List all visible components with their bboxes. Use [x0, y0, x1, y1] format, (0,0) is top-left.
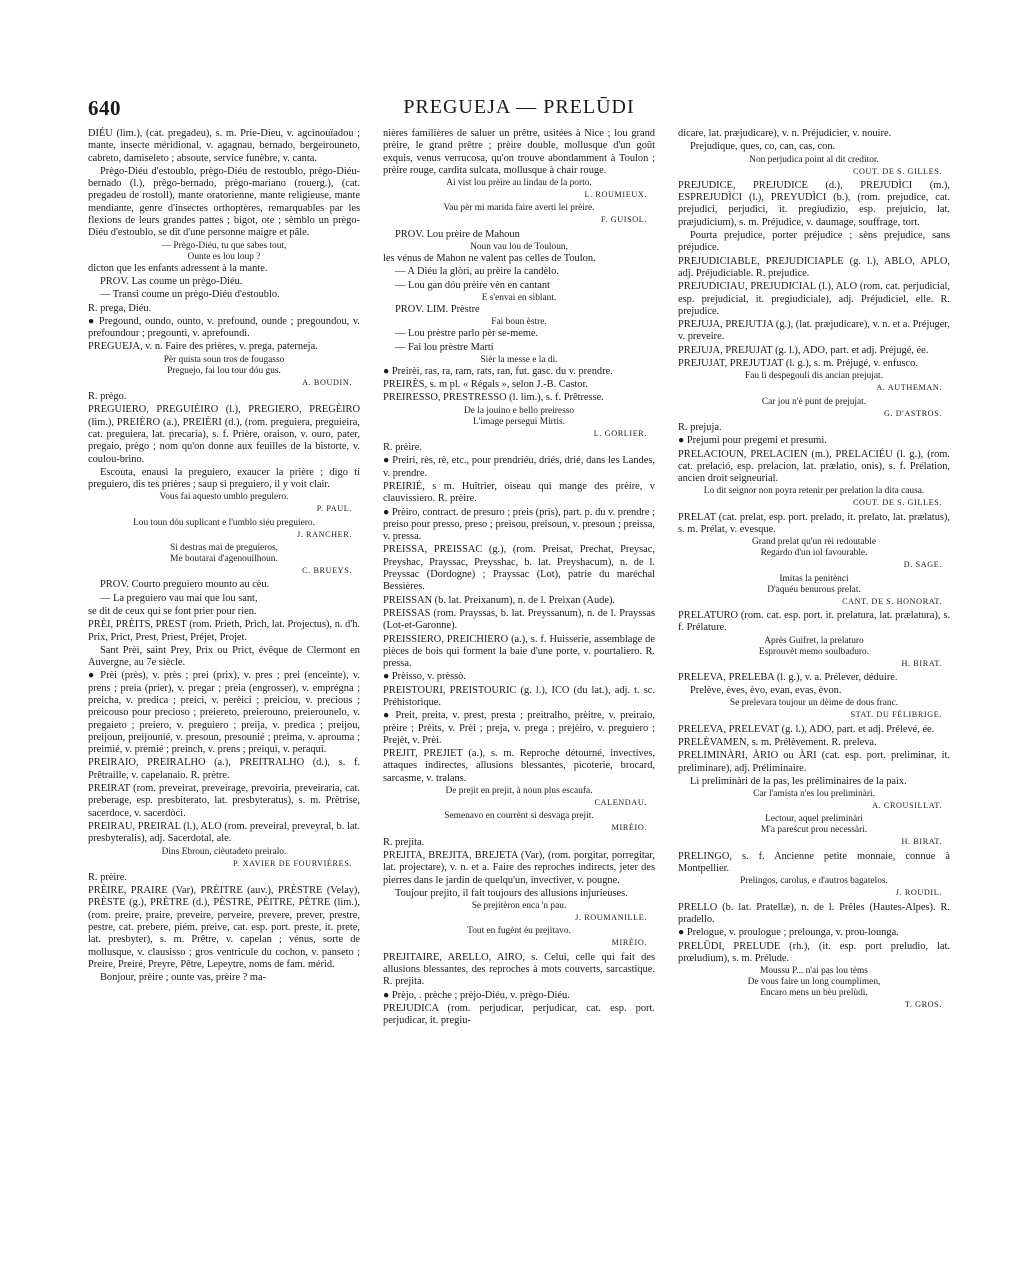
citation-author: L. GORLIER.: [593, 428, 647, 438]
quotation-line: Preguejo, fai lou tour dóu gus.: [167, 365, 281, 376]
quotation-line: Lou toun dóu suplicant e l'umblo siéu preguiero.: [133, 517, 315, 528]
citation-author: L. ROUMIEUX.: [584, 190, 647, 200]
dictionary-entry: PREJUJAT, PREJUTJAT (l. g.), s. m. Préjugé, v. enfusco.: [678, 358, 918, 370]
citation-author: J. ROUMANILLE.: [575, 913, 647, 923]
dictionary-entry: PREIRAT (rom. preveirat, preveirage, prevoiria, preveiraria, cat. preberage, esp. presbiterato, lat. presbyteratus), s. m. Prêtrise, sacerdoce, v. sacerdòci.: [88, 783, 360, 819]
quotation-line: Lo dit seignor non poyra retenir per prelation la dita causa.: [703, 486, 925, 497]
dictionary-entry: PRELATURO (rom. cat. esp. port. it. prelatura, lat. prælatura), s. f. Prélature.: [678, 609, 950, 634]
entry-paragraph: PROV. Lou prèire de Mahoun: [395, 228, 520, 240]
dictionary-entry: R. prèire.: [383, 442, 422, 454]
dictionary-entry: PREJUDICA (rom. perjudicar, perjudicar, cat. esp. port. perjudicar, it. pregiu-: [383, 1002, 655, 1027]
citation-author: CALENDAU.: [594, 798, 647, 808]
quotation-line: L'image persegui Mirtis.: [472, 416, 566, 427]
quotation-line: Moussu P... n'ai pas lou tèms: [760, 966, 868, 977]
column-right: [678, 128, 950, 1029]
citation-author: F. GUISOL.: [600, 215, 647, 225]
citation-author: C. BRUEYS.: [302, 566, 352, 576]
quotation-line: Noun vau lou de Touloun,: [470, 242, 568, 253]
dictionary-entry: PRELACIOUN, PRELACIEN (m.), PRELACIÉU (l. g.), (rom. cat. prelació, esp. prelacion, lat. prælatio, onis), s. f. Prélation, ancien droit seigneurial.: [678, 448, 950, 485]
quotation-line: Si destras mai de preguieros,: [169, 543, 279, 554]
quotation-line: Fai boun èstre.: [491, 317, 547, 328]
dictionary-entry: ● Prèjo, . prèche ; prèjo-Diéu, v. prègo-Diéu.: [383, 989, 570, 1001]
dictionary-entry: PREISSAS (rom. Prayssas, b. lat. Preyssanum), n. de l. Prayssas (Lot-et-Garonne).: [383, 607, 655, 632]
dictionary-entry: R. prèire.: [88, 871, 127, 883]
citation-author: MIRÈIO.: [611, 938, 647, 948]
dictionary-entry: ● Prèi (près), v. près ; prei (prix), v. pres ; prei (enceinte), v. prens ; preia (prier), v. pregar ; preia (engrosser), v. emprégna ; preicha, v. predica ; preici, v. perèici ; preiciou, v. precious ; preicouso pour precioso ; preiereto, preierouno, preierounelo, v. pregaieto ; preiero, v. preguiero ; preija, v. predica ; preijou, preijoun, preijounié, v. presoun, presounié ; preima, v. aprouma ; preimié, v. premié ; preinch, v. prens ; preiqui, v. peraqui.: [88, 670, 360, 756]
dictionary-entry: PREJITAIRE, ARELLO, AIRO, s. Celui, celle qui fait des allusions blessantes, des reproches à mots couverts, sarcastique. R. prejita.: [383, 951, 655, 988]
dictionary-entry: PRELŪDI, PRELUDE (rh.), (it. esp. port preludio, lat. prœludium), s. m. Prélude.: [678, 940, 950, 964]
dictionary-entry: ● Pregound, oundo, ounto, v. prefound, ounde ; pregoundou, v. prefoundour ; pregounti, v. aprefoundi.: [88, 315, 360, 340]
dictionary-entry: nières familières de saluer un prêtre, usitées à Nice ; lou grand prèire, le grand prêtre ; prèire double, mollusque d'un goût exquis, venus verrucosa, qu'on trouve abondamment à Toulon ; prèire rouge, cardita sulcata, mollusque à chair rouge.: [383, 128, 655, 176]
dictionary-entry: PREGUEJA, v. n. Faire des prières, v. prega, paterneja.: [88, 341, 318, 353]
citation-author: A. CROUSILLAT.: [872, 801, 942, 811]
page-header: [88, 96, 950, 122]
entry-paragraph: Li preliminàri de la pas, les préliminaires de la paix.: [690, 775, 907, 787]
dictionary-entry: PREJITA, BREJITA, BREJETA (Var), (rom. porgitar, porregitar, lat. projectare), v. n. et a. Faire des reproches indirects, jeter des pierres dans le jardin de quelqu'un, invectiver, v. pougne.: [383, 849, 655, 886]
dictionary-entry: les vénus de Mahon ne valent pas celles de Toulon.: [383, 253, 596, 265]
citation-author: P. PAUL.: [316, 504, 352, 514]
quotation-line: Dins Ebroun, cièutadeto preiralo.: [161, 846, 287, 857]
text-columns: [88, 128, 950, 1029]
quotation-line: Fau li despegouli dis ancian prejujat.: [745, 371, 883, 382]
entry-paragraph: Toujour prejito, il fait toujours des allusions injurieuses.: [395, 887, 628, 899]
dictionary-entry: PREIRIÉ, s m. Huîtrier, oiseau qui mange des prèire, v clauvissiero. R. prèire.: [383, 480, 655, 505]
dictionary-entry: ● Prejumi pour pregemi et presumi.: [678, 435, 827, 447]
citation-author: A. AUTHEMAN.: [876, 383, 942, 393]
entry-paragraph: Prègo-Diéu d'estoublo, prègo-Diéu de restoublo, prègo-Diéu-bernado (l.), prègo-bernado, prègo-mariano (rouerg.), (cat. pregadeu de rostoll), mante oratorienne, mante religieuse, mante mendiante, genre d'insectes orthoptères, remarquables par les flexions de leurs grandes pattes ; bigot, ote ; sèmblo un prègo-Diéu d'estoublo, se dit d'une personne maigre et pâle.: [88, 165, 360, 239]
entry-paragraph: — Fai lou prèstre Martí: [395, 341, 494, 353]
quotation-line: Non perjudica point al dit creditor.: [749, 154, 879, 165]
citation-author: J. RANCHER.: [296, 529, 352, 539]
quotation-line: Semenavo en courrènt si desvaga prejit.: [444, 811, 594, 822]
column-left: [88, 128, 360, 1029]
quotation-line: Après Guifret, la prelaturo: [764, 635, 864, 646]
quotation-line: Regardo d'un iol favourable.: [760, 548, 868, 559]
dictionary-entry: PREJUDICIABLE, PREJUDICIAPLE (g. l.), ABLO, APLO, adj. Préjudiciable. R. prejudice.: [678, 255, 950, 279]
citation-author: H. BIRAT.: [901, 658, 942, 668]
dictionary-entry: ● Preirèi, ras, ra, ram, rats, ran, fut. gasc. du v. prendre.: [383, 365, 613, 377]
quotation-line: De prejit en prejit, à noun plus escaufa.: [445, 786, 593, 797]
quotation-line: Encaro mens un bèu prelùdi.: [760, 988, 868, 999]
entry-paragraph: — A Diéu la glòri, au prèire la candèlo.: [395, 266, 559, 278]
quotation-line: E s'envai en siblant.: [481, 292, 557, 303]
dictionary-entry: PREJUDICIAU, PREJUDICIAL (l.), ALO (rom. cat. perjudicial, esp. prejudicial, it. pregiudiciale), adj. Préjudiciel, elle. R. prejudice.: [678, 281, 950, 317]
quotation-line: De vous faire un long coumplimen,: [747, 977, 881, 988]
citation-author: D. SAGE.: [903, 560, 942, 570]
dictionary-entry: ● Prèiro, contract. de presuro ; preis (pris), part. p. du v. prendre ; preiso pour presso, preso ; preisou, preisoun, v. presoun ; preissa, v. pressa.: [383, 506, 655, 543]
dictionary-entry: PREISSAN (b. lat. Preixanum), n. de l. Preixan (Aude).: [383, 594, 616, 606]
quotation-line: Vous fai aquesto umblo pregulero.: [159, 492, 289, 503]
dictionary-entry: ● Prèisso, v. prèssò.: [383, 671, 466, 683]
dictionary-entry: PRELIMINÀRI, ÀRIO ou ÀRI (cat. esp. port. preliminar, it. preliminare), adj. Préliminaire.: [678, 750, 950, 774]
dictionary-entry: PREIRESSO, PRESTRESSO (l. lim.), s. f. Prêtresse.: [383, 392, 604, 404]
dictionary-entry: PREISTOURI, PREISTOURIC (g. l.), ICO (du lat.), adj. t. sc. Préhistorique.: [383, 684, 655, 708]
dictionary-entry: PREIRÈS, s. m pl. « Régals », selon J.-B. Castor.: [383, 379, 588, 391]
quotation-line: Se prelevara toujour un dèime de dous franc.: [729, 698, 899, 709]
quotation-line: Grand prelat qu'un rèi redoutable: [751, 537, 877, 548]
entry-paragraph: PROV. LIM. Prèstre: [395, 303, 480, 315]
entry-paragraph: Prelève, èves, èvo, evan, evas, èvon.: [690, 685, 842, 697]
dictionary-entry: dicton que les enfants adressent à la mante.: [88, 262, 268, 274]
quotation-line: Tout en fugènt éu prejitavo.: [467, 926, 571, 937]
quotation-line: — Prègo-Diéu, tu que sabes tout,: [161, 240, 287, 251]
entry-paragraph: — Lou gan dóu prèire vèn en cantant: [395, 279, 550, 291]
dictionary-entry: PRELEVA, PRELEBA (l. g.), v. a. Prélever, déduire.: [678, 671, 898, 683]
citation-author: A. BOUDIN.: [302, 377, 352, 387]
dictionary-entry: PRELINGO, s. f. Ancienne petite monnaie, connue à Montpellier.: [678, 850, 950, 875]
citation-author: H. BIRAT.: [901, 837, 942, 847]
quotation-line: Se prejitèron enca 'n pau.: [471, 901, 567, 912]
dictionary-entry: PRELÈVAMEN, s. m. Prélèvement. R. preleva.: [678, 736, 877, 748]
dictionary-entry: PRELLO (b. lat. Pratellæ), n. de l. Prêles (Hautes-Alpes). R. pradello.: [678, 901, 950, 925]
quotation-line: Car jou n'è punt de prejujat.: [761, 396, 867, 407]
quotation-line: De la jouino e bello preiresso: [463, 405, 575, 416]
quotation-line: Sièr la messe e la di.: [480, 354, 558, 365]
dictionary-entry: ● Prelogue, v. proulogue ; prelounga, v. prou-lounga.: [678, 927, 899, 939]
quotation-line: M'a pareścut prou necessàri.: [760, 825, 868, 836]
dictionary-entry: PREJUJA, PREJUJAT (g. l.), ADO, part. et adj. Préjugé, ée.: [678, 344, 929, 356]
quotation-line: Lectour, aquel preliminàri: [765, 814, 863, 825]
quotation-line: Car l'amista n'es lou preliminàri.: [753, 789, 875, 800]
citation-author: T. GROS.: [904, 1000, 942, 1010]
entry-paragraph: Pourta prejudice, porter préjudice ; sèns prejudice, sans préjudice.: [678, 230, 950, 254]
dictionary-entry: R. prejuja.: [678, 421, 722, 433]
citation-author: CANT. DE S. HONORAT.: [842, 596, 942, 606]
dictionary-entry: PREJUJA, PREJUTJA (g.), (lat. præjudicare), v. n. et a. Préjuger, v. preveire.: [678, 319, 950, 343]
dictionary-entry: PREISSIERO, PREICHIERO (a.), s. f. Huisserie, assemblage de pièces de bois qui forment la baie d'une porte, v. pourtaliero. R. pressa.: [383, 633, 655, 670]
entry-paragraph: — Lou prèstre parlo pèr se-meme.: [395, 328, 539, 340]
quotation-line: Ai vist lou prèire au lindau de la porto.: [446, 178, 592, 189]
citation-author: COUT. DE S. GILLES.: [852, 166, 942, 176]
column-middle: [383, 128, 655, 1029]
dictionary-entry: DIÉU (lim.), (cat. pregadeu), s. m. Prie-Dieu, v. agcinouïadou ; mante, insecte méridional, v. agagnau, bernado, bergeirouneto, cabreto, damiseleto ; absoute, service funèbre, v. canta.: [88, 128, 360, 164]
running-head: PREGUEJA — PRELŪDI: [403, 96, 635, 118]
citation-author: STAT. DU FÉLIBRIGE.: [850, 710, 942, 720]
quotation-line: Ounte es lou loup ?: [187, 251, 261, 262]
entry-paragraph: — La preguiero vau mai que lou sant,: [100, 592, 258, 604]
quotation-line: Esprouvèt memo soulbaduro.: [758, 646, 870, 657]
dictionary-entry: PREISSA, PREISSAC (g.), (rom. Preisat, Prechat, Preysac, Preyshac, Prayssac, Preysshac, b. lat. Preyshacum), n. de l. Preyssac (Dordogne) ; Prayssac (Lot), patrie du maréchal Bessières.: [383, 544, 655, 593]
dictionary-entry: R. prejita.: [383, 836, 425, 848]
entry-paragraph: PROV. Las coume un prègo-Diéu.: [100, 275, 243, 287]
dictionary-entry: R. prega, Diéu.: [88, 302, 152, 314]
citation-author: MIRÈIO.: [611, 823, 647, 833]
citation-author: COUT. DE S. GILLES.: [852, 498, 942, 508]
dictionary-entry: PRELAT (cat. prelat, esp. port. prelado, it. prelato, lat. prælatus), s. m. Prélat, v. evesque.: [678, 511, 950, 536]
citation-author: G. D'ASTROS.: [883, 408, 942, 418]
dictionary-entry: PREJIT, PREJIET (a.), s. m. Reproche détourné, invectives, attaques indirectes, allusions blessantes, picoterie, brocard, sarcasme, v. tralans.: [383, 748, 655, 784]
entry-paragraph: Sant Prèi, saint Prey, Prix ou Prict, évêque de Clermont en Auvergne, au 7e siècle.: [88, 644, 360, 669]
quotation-line: D'aquéu benurous prelat.: [767, 584, 861, 595]
dictionary-entry: ● Preiri, rès, rè, etc., pour prendriéu, driés, drié, dans les Landes, v. prendre.: [383, 455, 655, 479]
citation-author: J. ROUDIL.: [895, 888, 942, 898]
dictionary-entry: PRÈIRE, PRAIRE (Var), PRÈITRE (auv.), PRÈSTRE (Velay), PRÈSTE (g.), PRÈTRE (d.), PÈSTRE, PÈITRE, PÈTRE (lim.), (rom. preire, praire, preveire, perveire, prevere, prever, prestre, pestre, cat. prebere, piém. preive, cat. esp. port. preste, it. prete, lat. presbyter), s. m. Prêtre, v. capelan ; vénus, sorte de mollusque, v. clausisso ; gros ventricule du cochon, v. panseto ; Preire, Preiré, Preyre, Pêtre, Lepeytre, noms de fam. mérid.: [88, 885, 360, 970]
entry-paragraph: — Transi coume un prègo-Diéu d'estoublo.: [100, 289, 280, 301]
dictionary-entry: R. prègo.: [88, 391, 127, 403]
quotation-line: Vau pèr mi marida faire averti lei prèire.: [443, 203, 595, 214]
quotation-line: Imitas la penitènci: [779, 573, 849, 584]
dictionary-entry: PRÈI, PRÈITS, PREST (rom. Prieth, Prich, lat. Projectus), n. d'h. Prix, Prict, Prest, Priest, Préjet, Projet.: [88, 619, 360, 643]
dictionary-entry: se dit de ceux qui se font prier pour rien.: [88, 605, 257, 617]
quotation-line: Me boutarai d'agenouilhoun.: [170, 554, 278, 565]
dictionary-entry: dicare, lat. præjudicare), v. n. Préjudicier, v. nouire.: [678, 128, 892, 139]
citation-author: P. XAVIER DE FOURVIÈRES.: [233, 858, 352, 868]
entry-paragraph: Prejudique, ques, co, can, cas, con.: [690, 141, 836, 153]
entry-paragraph: Escouta, enausi la preguiero, exaucer la prière ; digo ti preguiero, dis tes prières ; saup si preguiero, il y voit clair.: [88, 466, 360, 491]
dictionary-entry: ● Preit, preita, v. prest, presta ; preitralho, prèitre, v. preiraio, prèire ; Prèits, v. Prèi ; preja, v. prega ; prejèiro, v. preguiero ; Prejèt, v. Prèi.: [383, 710, 655, 746]
entry-paragraph: PROV. Courto preguiero mounto au cèu.: [100, 579, 270, 591]
page-number: 640: [88, 96, 121, 120]
dictionary-entry: PREJUDICE, PREJUDICE (d.), PREJUDÌCI (m.), ESPREJUDÌCI (l.), PREYUDÌCI (b.), (rom. prejudice, cat. prejudici, perjudici, it. pregiudizio, esp. prejuicio, lat. præjudicium), s. m. Préjudice, v. daumage, souffrage, tort.: [678, 179, 950, 228]
dictionary-entry: PREGUIERO, PREGUIÈIRO (l.), PREGIERO, PREGÈIRO (lim.), PREIÈRO (a.), PREIÈRI (d.), (rom. preguiera, preguieira, cat. preguiera, lat. precaria), s. f. Prière, oraison, v. ouro, pater, pregaio, prègo ; nom qu'on donne aux feuilles de la bistorte, v. coulou-brino.: [88, 404, 360, 465]
entry-paragraph: Bonjour, prèire ; ounte vas, prèire ? ma-: [100, 972, 267, 984]
quotation-line: Pèr quista soun tros de fougasso: [163, 354, 285, 365]
dictionary-entry: PREIRAIO, PREIRALHO (a.), PREITRALHO (d.), s. f. Prêtraille, v. capelanaio. R. prètre.: [88, 757, 360, 781]
dictionary-entry: PREIRAU, PREIRAL (l.), ALO (rom. preveiral, preveyral, b. lat. presbyteralis), adj. Sacerdotal, ale.: [88, 820, 360, 845]
dictionary-entry: PRELEVA, PRELEVAT (g. l.), ADO, part. et adj. Prélevé, ée.: [678, 723, 935, 735]
quotation-line: Prelingos, carolus, e d'autros bagatelos.: [740, 876, 888, 887]
